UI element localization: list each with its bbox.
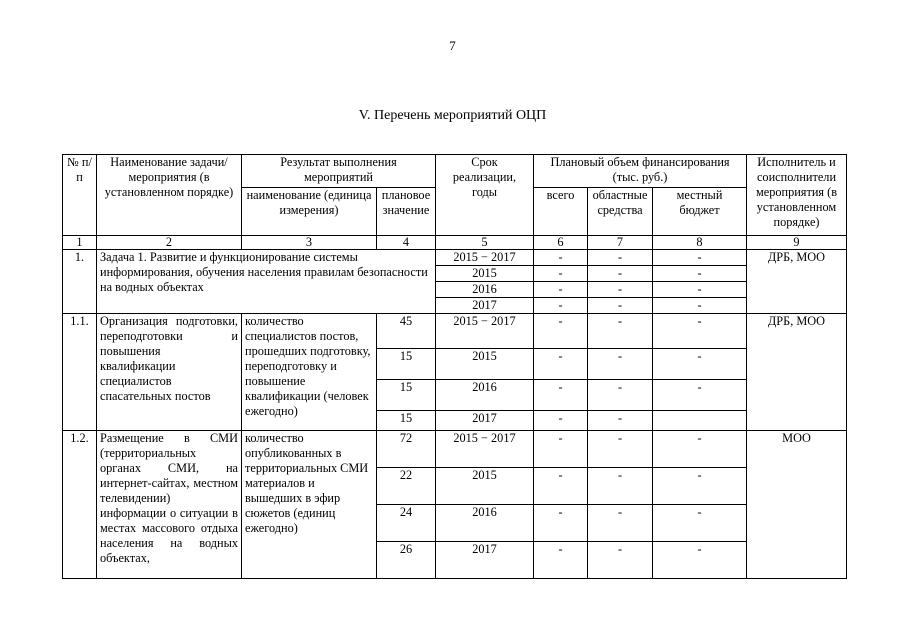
plan-cell: 72 — [377, 431, 436, 468]
header-result-name: наименование (единица измерения) — [242, 188, 377, 236]
header-executor: Исполнитель и соисполнители мероприятия (в установленном порядке) — [747, 155, 847, 236]
local-cell: - — [653, 380, 747, 411]
header-period: Срок реализации, годы — [436, 155, 534, 236]
period-cell: 2015 — [436, 349, 534, 380]
local-cell — [653, 411, 747, 431]
plan-cell: 24 — [377, 505, 436, 542]
local-cell: - — [653, 282, 747, 298]
column-number: 6 — [534, 236, 588, 250]
regional-cell: - — [588, 250, 653, 266]
regional-cell: - — [588, 380, 653, 411]
local-cell: - — [653, 314, 747, 349]
item12-executor: МОО — [747, 431, 847, 579]
local-cell: - — [653, 431, 747, 468]
item11-result: количество специалистов постов, прошедших подготовку, переподготовку и повышение квалификации (человек ежегодно) — [242, 314, 377, 431]
column-number: 1 — [63, 236, 97, 250]
header-regional: областные средства — [588, 188, 653, 236]
plan-cell: 45 — [377, 314, 436, 349]
measures-table — [62, 154, 847, 579]
local-cell: - — [653, 505, 747, 542]
total-cell: - — [534, 505, 588, 542]
header-number: № п/п — [63, 155, 97, 236]
period-cell: 2017 — [436, 542, 534, 579]
column-numbers-row — [63, 236, 847, 250]
header-name: Наименование задачи/мероприятия (в установленном порядке) — [97, 155, 242, 236]
item12-row — [63, 431, 847, 468]
period-cell: 2016 — [436, 282, 534, 298]
plan-cell: 15 — [377, 380, 436, 411]
local-cell: - — [653, 468, 747, 505]
regional-cell: - — [588, 298, 653, 314]
period-cell: 2015 − 2017 — [436, 250, 534, 266]
local-cell: - — [653, 542, 747, 579]
column-number: 7 — [588, 236, 653, 250]
total-cell: - — [534, 542, 588, 579]
item11-executor: ДРБ, МОО — [747, 314, 847, 431]
item12-number: 1.2. — [63, 431, 97, 579]
header-local: местный бюджет — [653, 188, 747, 236]
local-cell: - — [653, 298, 747, 314]
column-number: 3 — [242, 236, 377, 250]
plan-cell: 15 — [377, 349, 436, 380]
column-number: 4 — [377, 236, 436, 250]
column-number: 8 — [653, 236, 747, 250]
header-result-plan: плановое значение — [377, 188, 436, 236]
task1-number: 1. — [63, 250, 97, 314]
task1-executor: ДРБ, МОО — [747, 250, 847, 314]
plan-cell: 15 — [377, 411, 436, 431]
item12-name: Размещение в СМИ (территориальных органах СМИ, на интернет-сайтах, местном телевидении) информации о ситуации в местах массового отдыха населения на водных объектах, — [97, 431, 242, 579]
task1-name: Задача 1. Развитие и функционирование системы информирования, обучения населения правилам безопасности на водных объектах — [97, 250, 436, 314]
period-cell: 2015 − 2017 — [436, 431, 534, 468]
header-total: всего — [534, 188, 588, 236]
total-cell: - — [534, 266, 588, 282]
total-cell: - — [534, 349, 588, 380]
header-result-group: Результат выполнения мероприятий — [242, 155, 436, 188]
period-cell: 2015 — [436, 266, 534, 282]
regional-cell: - — [588, 542, 653, 579]
total-cell: - — [534, 468, 588, 505]
regional-cell: - — [588, 505, 653, 542]
local-cell: - — [653, 266, 747, 282]
regional-cell: - — [588, 266, 653, 282]
plan-cell: 26 — [377, 542, 436, 579]
period-cell: 2015 − 2017 — [436, 314, 534, 349]
regional-cell: - — [588, 431, 653, 468]
period-cell: 2017 — [436, 298, 534, 314]
total-cell: - — [534, 411, 588, 431]
header-row-1 — [63, 155, 847, 188]
period-cell: 2016 — [436, 380, 534, 411]
column-number: 5 — [436, 236, 534, 250]
plan-cell: 22 — [377, 468, 436, 505]
item11-number: 1.1. — [63, 314, 97, 431]
task1-row — [63, 250, 847, 266]
period-cell: 2017 — [436, 411, 534, 431]
page-number: 7 — [449, 38, 456, 53]
item11-row — [63, 314, 847, 349]
regional-cell: - — [588, 314, 653, 349]
total-cell: - — [534, 380, 588, 411]
total-cell: - — [534, 282, 588, 298]
column-number: 2 — [97, 236, 242, 250]
total-cell: - — [534, 431, 588, 468]
column-number: 9 — [747, 236, 847, 250]
total-cell: - — [534, 314, 588, 349]
regional-cell: - — [588, 468, 653, 505]
total-cell: - — [534, 298, 588, 314]
item11-name: Организация подготовки, переподготовки и повышения квалификации специалистов спасательных постов — [97, 314, 242, 431]
period-cell: 2016 — [436, 505, 534, 542]
regional-cell: - — [588, 282, 653, 298]
regional-cell: - — [588, 411, 653, 431]
total-cell: - — [534, 250, 588, 266]
section-title: V. Перечень мероприятий ОЦП — [358, 108, 547, 123]
local-cell: - — [653, 349, 747, 380]
local-cell: - — [653, 250, 747, 266]
header-financing-group: Плановый объем финансирования (тыс. руб.) — [534, 155, 747, 188]
item12-result: количество опубликованных в территориальных СМИ материалов и вышедших в эфир сюжетов (единиц ежегодно) — [242, 431, 377, 579]
regional-cell: - — [588, 349, 653, 380]
period-cell: 2015 — [436, 468, 534, 505]
